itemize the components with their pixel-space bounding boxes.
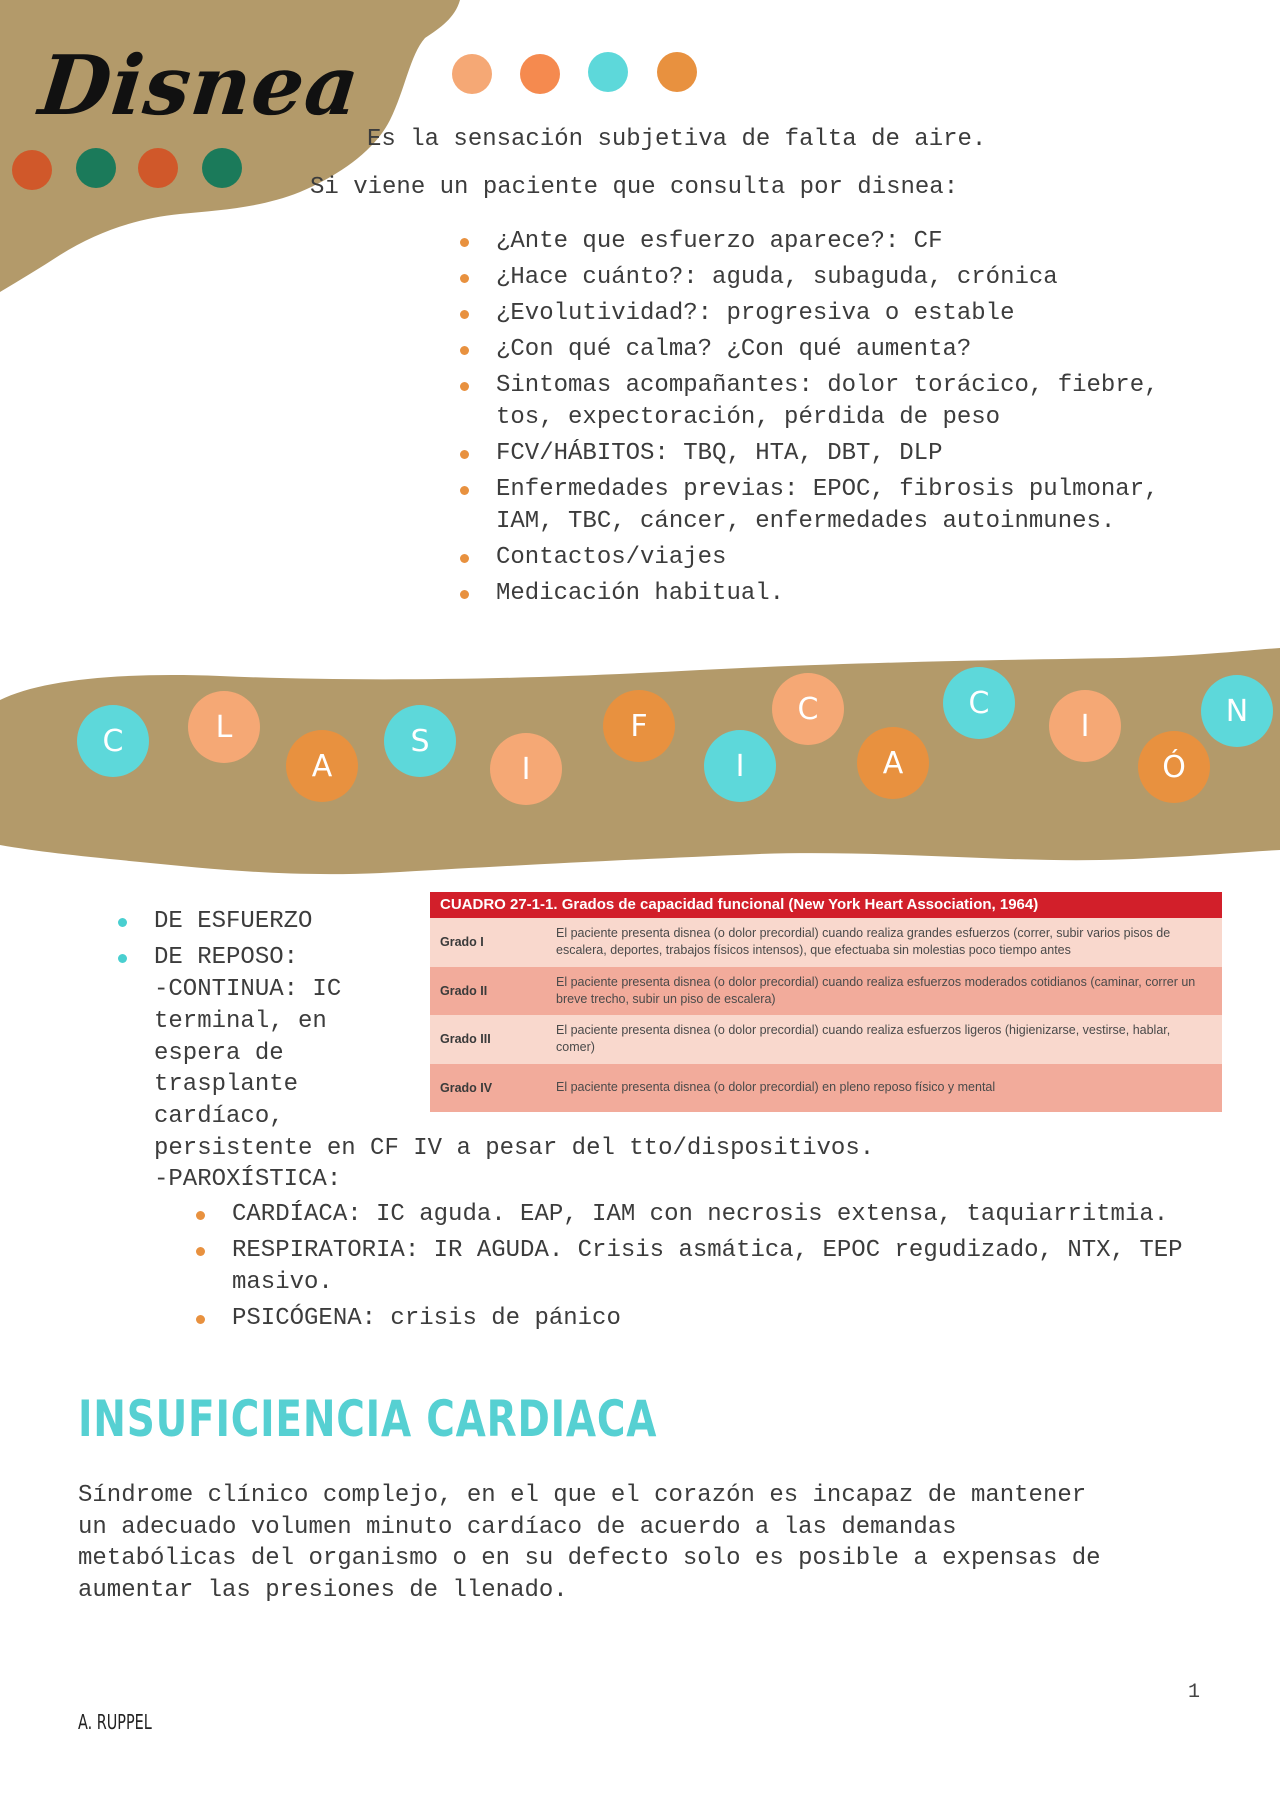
classification-letter: A [286, 730, 358, 802]
page-number: 1 [1188, 1681, 1201, 1704]
grade-description: El paciente presenta disnea (o dolor precordial) cuando realiza esfuerzos moderados cotidianos (caminar, correr un breve trecho, subir un piso de escalera) [556, 974, 1196, 1006]
grade-description: El paciente presenta disnea (o dolor precordial) en pleno reposo físico y mental [556, 1080, 996, 1095]
decorative-dot [76, 148, 116, 188]
decorative-dot [138, 148, 178, 188]
grade-description: El paciente presenta disnea (o dolor precordial) cuando realiza grandes esfuerzos (correr, subir varios pisos de escalera, deportes, trabajos físicos intensos), que efectuaba sin molestias poco tiempo antes [556, 926, 1171, 958]
continua-line: trasplante [154, 1071, 299, 1098]
ic-body-line: metabólicas del organismo o en su defecto solo es posible a expensas de [78, 1545, 1101, 1572]
classification-letter: C [772, 673, 844, 745]
decorative-dot [202, 148, 242, 188]
table-row [430, 1064, 1222, 1113]
continua-line: terminal, en [154, 1008, 327, 1035]
nyha-table [430, 892, 1222, 1112]
list-item: Contactos/viajes [456, 542, 1176, 574]
table-row [430, 1015, 1222, 1064]
classification-letter: C [943, 667, 1015, 739]
list-item: ¿Hace cuánto?: aguda, subaguda, crónica [456, 262, 1176, 294]
grade-label: Grado I [440, 935, 484, 950]
list-item: ¿Evolutividad?: progresiva o estable [456, 298, 1176, 330]
list-item: FCV/HÁBITOS: TBQ, HTA, DBT, DLP [456, 438, 1176, 470]
list-item: ¿Con qué calma? ¿Con qué aumenta? [456, 334, 1176, 366]
nyha-table-caption: CUADRO 27-1-1. Grados de capacidad funcional (New York Heart Association, 1964) [430, 892, 1222, 918]
author-signature: A. RUPPEL [78, 1710, 152, 1734]
intro-question-text: Si viene un paciente que consulta por disnea: [310, 174, 959, 201]
classification-list [114, 906, 424, 978]
continua-line: cardíaco, [154, 1103, 284, 1130]
list-item: Sintomas acompañantes: dolor torácico, fiebre, tos, expectoración, pérdida de peso [456, 370, 1176, 434]
grade-label: Grado III [440, 1032, 491, 1047]
classification-letter: C [77, 705, 149, 777]
decorative-dot [12, 150, 52, 190]
decorative-dot [520, 54, 560, 94]
grade-description: El paciente presenta disnea (o dolor precordial) cuando realiza esfuerzos ligeros (higienizarse, vestirse, hablar, comer) [556, 1023, 1171, 1055]
list-item: DE REPOSO: [114, 942, 424, 974]
classification-letter: F [603, 690, 675, 762]
classification-letter: S [384, 705, 456, 777]
section-heading: INSUFICIENCIA CARDIACA [78, 1390, 658, 1448]
list-item: ¿Ante que esfuerzo aparece?: CF [456, 226, 1176, 258]
ic-body-line: aumentar las presiones de llenado. [78, 1577, 568, 1604]
list-item: CARDÍACA: IC aguda. EAP, IAM con necrosis extensa, taquiarritmia. [192, 1199, 1212, 1231]
continua-line: -CONTINUA: IC [154, 976, 342, 1003]
list-item: PSICÓGENA: crisis de pánico [192, 1303, 1212, 1335]
list-item: RESPIRATORIA: IR AGUDA. Crisis asmática, EPOC regudizado, NTX, TEP masivo. [192, 1235, 1212, 1299]
list-item: DE ESFUERZO [114, 906, 424, 938]
list-item: Medicación habitual. [456, 578, 1176, 610]
ic-body-line: un adecuado volumen minuto cardíaco de acuerdo a las demandas [78, 1514, 957, 1541]
grade-label: Grado II [440, 983, 488, 998]
classification-letter: A [857, 727, 929, 799]
continua-tail: persistente en CF IV a pesar del tto/dispositivos. [154, 1135, 875, 1162]
classification-letter: I [490, 733, 562, 805]
definition-text: Es la sensación subjetiva de falta de aire. [367, 126, 987, 153]
decorative-dot [588, 52, 628, 92]
page-title: Disnea [34, 38, 365, 134]
classification-letter: I [704, 730, 776, 802]
table-row [430, 918, 1222, 967]
classification-letter: I [1049, 690, 1121, 762]
continua-line: espera de [154, 1040, 284, 1067]
classification-letter: L [188, 691, 260, 763]
classification-letter: N [1201, 675, 1273, 747]
paroxistica-label: -PAROXÍSTICA: [154, 1166, 342, 1193]
ic-body-line: Síndrome clínico complejo, en el que el corazón es incapaz de mantener [78, 1482, 1087, 1509]
question-list [456, 226, 1176, 614]
decorative-dot [657, 52, 697, 92]
grade-label: Grado IV [440, 1080, 493, 1095]
paroxistica-list [192, 1199, 1212, 1339]
decorative-dot [452, 54, 492, 94]
table-row [430, 967, 1222, 1016]
list-item: Enfermedades previas: EPOC, fibrosis pulmonar, IAM, TBC, cáncer, enfermedades autoinmunes. [456, 474, 1176, 538]
classification-letter: Ó [1138, 731, 1210, 803]
